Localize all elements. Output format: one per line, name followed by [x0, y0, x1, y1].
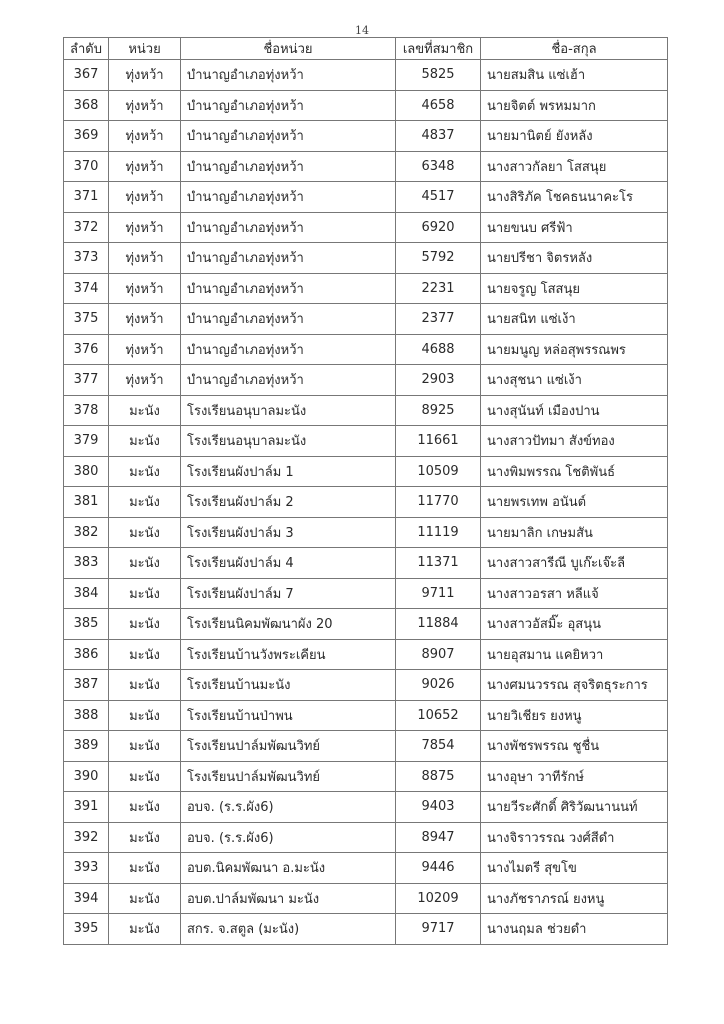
unit-name-cell: บำนาญอำเภอทุ่งหว้า [181, 365, 396, 396]
unit-name-cell: โรงเรียนปาล์มพัฒนวิทย์ [181, 761, 396, 792]
full-name-cell: นางไมตรี สุขโข [481, 853, 668, 884]
full-name-cell: นายจรูญ โสสนุย [481, 273, 668, 304]
member-table [63, 37, 668, 945]
full-name-cell: นายพรเทพ อนันต์ [481, 487, 668, 518]
unit-name-cell: โรงเรียนปาล์มพัฒนวิทย์ [181, 731, 396, 762]
table-row [64, 578, 668, 609]
order-cell: 385 [64, 609, 109, 640]
full-name-cell: นางสิริภัค โชคธนนาคะโร [481, 182, 668, 213]
member-number-cell: 2231 [396, 273, 481, 304]
order-cell: 367 [64, 60, 109, 91]
unit-cell: มะนัง [109, 395, 181, 426]
full-name-cell: นางพิมพรรณ โชติพันธ์ [481, 456, 668, 487]
unit-name-cell: โรงเรียนบ้านมะนัง [181, 670, 396, 701]
full-name-cell: นายอุสมาน แคยิหวา [481, 639, 668, 670]
unit-cell: ทุ่งหว้า [109, 151, 181, 182]
full-name-cell: นางสาวอรสา หลีแจ้ [481, 578, 668, 609]
header-row [64, 38, 668, 60]
order-cell: 381 [64, 487, 109, 518]
full-name-cell: นางจิราวรรณ วงศ์สีดำ [481, 822, 668, 853]
unit-name-cell: โรงเรียนผังปาล์ม 2 [181, 487, 396, 518]
order-cell: 395 [64, 914, 109, 945]
order-cell: 369 [64, 121, 109, 152]
order-cell: 377 [64, 365, 109, 396]
full-name-cell: นางอุษา วาทีรักษ์ [481, 761, 668, 792]
full-name-cell: นายสมสิน แซ่เฮ้า [481, 60, 668, 91]
unit-cell: มะนัง [109, 426, 181, 457]
member-number-cell: 11661 [396, 426, 481, 457]
table-row [64, 914, 668, 945]
member-number-cell: 11884 [396, 609, 481, 640]
order-cell: 371 [64, 182, 109, 213]
unit-name-cell: บำนาญอำเภอทุ่งหว้า [181, 121, 396, 152]
member-number-cell: 11371 [396, 548, 481, 579]
member-number-cell: 5792 [396, 243, 481, 274]
unit-name-cell: บำนาญอำเภอทุ่งหว้า [181, 90, 396, 121]
table-row [64, 487, 668, 518]
table-row [64, 395, 668, 426]
unit-cell: มะนัง [109, 670, 181, 701]
order-cell: 391 [64, 792, 109, 823]
member-number-cell: 8947 [396, 822, 481, 853]
member-number-cell: 7854 [396, 731, 481, 762]
order-cell: 370 [64, 151, 109, 182]
full-name-cell: นายมนูญ หล่อสุพรรณพร [481, 334, 668, 365]
table-row [64, 792, 668, 823]
member-number-cell: 10652 [396, 700, 481, 731]
order-cell: 372 [64, 212, 109, 243]
unit-name-cell: บำนาญอำเภอทุ่งหว้า [181, 60, 396, 91]
order-cell: 386 [64, 639, 109, 670]
table-row [64, 121, 668, 152]
full-name-cell: นายขนบ ศรีฟ้า [481, 212, 668, 243]
unit-name-cell: โรงเรียนบ้านป่าพน [181, 700, 396, 731]
table-row [64, 761, 668, 792]
unit-cell: ทุ่งหว้า [109, 273, 181, 304]
member-number-cell: 9403 [396, 792, 481, 823]
member-number-cell: 8875 [396, 761, 481, 792]
table-row [64, 426, 668, 457]
member-number-cell: 9446 [396, 853, 481, 884]
unit-cell: มะนัง [109, 822, 181, 853]
full-name-cell: นางสุชนา แซ่เง้า [481, 365, 668, 396]
order-cell: 374 [64, 273, 109, 304]
unit-cell: ทุ่งหว้า [109, 243, 181, 274]
table-row [64, 609, 668, 640]
member-number-cell: 9711 [396, 578, 481, 609]
table-row [64, 639, 668, 670]
table-row [64, 90, 668, 121]
unit-cell: ทุ่งหว้า [109, 365, 181, 396]
full-name-cell: นางสุนันท์ เมืองปาน [481, 395, 668, 426]
full-name-cell: นางสาวอัสมิ๊ะ อุสนุน [481, 609, 668, 640]
member-number-cell: 4517 [396, 182, 481, 213]
unit-cell: มะนัง [109, 731, 181, 762]
member-number-cell: 2377 [396, 304, 481, 335]
unit-name-cell: โรงเรียนผังปาล์ม 3 [181, 517, 396, 548]
member-number-cell: 5825 [396, 60, 481, 91]
order-cell: 379 [64, 426, 109, 457]
unit-cell: มะนัง [109, 883, 181, 914]
header-order: ลำดับ [64, 38, 109, 60]
member-number-cell: 10209 [396, 883, 481, 914]
unit-cell: ทุ่งหว้า [109, 304, 181, 335]
unit-name-cell: โรงเรียนนิคมพัฒนาผัง 20 [181, 609, 396, 640]
member-number-cell: 9026 [396, 670, 481, 701]
unit-name-cell: โรงเรียนอนุบาลมะนัง [181, 426, 396, 457]
full-name-cell: นายมาลิก เกษมสัน [481, 517, 668, 548]
order-cell: 375 [64, 304, 109, 335]
full-name-cell: นางศมนวรรณ สุจริตธุระการ [481, 670, 668, 701]
table-row [64, 60, 668, 91]
full-name-cell: นายจิตต์ พรหมมาก [481, 90, 668, 121]
full-name-cell: นายมานิตย์ ยังหลัง [481, 121, 668, 152]
order-cell: 387 [64, 670, 109, 701]
full-name-cell: นายวิเชียร ยงหนู [481, 700, 668, 731]
member-number-cell: 6348 [396, 151, 481, 182]
unit-name-cell: โรงเรียนผังปาล์ม 7 [181, 578, 396, 609]
unit-name-cell: อบต.ปาล์มพัฒนา มะนัง [181, 883, 396, 914]
unit-cell: ทุ่งหว้า [109, 212, 181, 243]
full-name-cell: นางสาวกัลยา โสสนุย [481, 151, 668, 182]
order-cell: 376 [64, 334, 109, 365]
unit-name-cell: บำนาญอำเภอทุ่งหว้า [181, 273, 396, 304]
unit-cell: มะนัง [109, 456, 181, 487]
header-member-number: เลขที่สมาชิก [396, 38, 481, 60]
table-row [64, 182, 668, 213]
table-row [64, 243, 668, 274]
unit-cell: มะนัง [109, 609, 181, 640]
unit-cell: ทุ่งหว้า [109, 121, 181, 152]
member-number-cell: 4688 [396, 334, 481, 365]
member-number-cell: 8925 [396, 395, 481, 426]
order-cell: 389 [64, 731, 109, 762]
full-name-cell: นายปรีชา จิตรหลัง [481, 243, 668, 274]
unit-name-cell: โรงเรียนผังปาล์ม 1 [181, 456, 396, 487]
table-row [64, 517, 668, 548]
header-full-name: ชื่อ-สกุล [481, 38, 668, 60]
member-number-cell: 6920 [396, 212, 481, 243]
unit-name-cell: สกร. จ.สตูล (มะนัง) [181, 914, 396, 945]
order-cell: 383 [64, 548, 109, 579]
unit-cell: มะนัง [109, 517, 181, 548]
table-row [64, 365, 668, 396]
unit-cell: มะนัง [109, 853, 181, 884]
unit-name-cell: บำนาญอำเภอทุ่งหว้า [181, 182, 396, 213]
page-number: 14 [355, 24, 369, 37]
unit-name-cell: โรงเรียนบ้านวังพระเคียน [181, 639, 396, 670]
full-name-cell: นางสาวปัทมา สังข์ทอง [481, 426, 668, 457]
table-row [64, 700, 668, 731]
unit-name-cell: บำนาญอำเภอทุ่งหว้า [181, 334, 396, 365]
unit-cell: ทุ่งหว้า [109, 182, 181, 213]
order-cell: 393 [64, 853, 109, 884]
unit-cell: มะนัง [109, 914, 181, 945]
table-row [64, 548, 668, 579]
unit-name-cell: บำนาญอำเภอทุ่งหว้า [181, 243, 396, 274]
unit-cell: มะนัง [109, 578, 181, 609]
table-row [64, 151, 668, 182]
member-number-cell: 8907 [396, 639, 481, 670]
unit-name-cell: บำนาญอำเภอทุ่งหว้า [181, 151, 396, 182]
order-cell: 384 [64, 578, 109, 609]
order-cell: 368 [64, 90, 109, 121]
unit-cell: มะนัง [109, 792, 181, 823]
member-number-cell: 4837 [396, 121, 481, 152]
table-row [64, 334, 668, 365]
header-unit: หน่วย [109, 38, 181, 60]
unit-name-cell: อบต.นิคมพัฒนา อ.มะนัง [181, 853, 396, 884]
table-row [64, 883, 668, 914]
table-row [64, 212, 668, 243]
full-name-cell: นางสาวสารีณี บูเก๊ะเจ๊ะลี [481, 548, 668, 579]
table-row [64, 822, 668, 853]
member-number-cell: 4658 [396, 90, 481, 121]
member-number-cell: 2903 [396, 365, 481, 396]
unit-name-cell: โรงเรียนผังปาล์ม 4 [181, 548, 396, 579]
unit-cell: มะนัง [109, 487, 181, 518]
full-name-cell: นายวีระศักดิ์ ศิริวัฒนานนท์ [481, 792, 668, 823]
unit-cell: มะนัง [109, 700, 181, 731]
order-cell: 392 [64, 822, 109, 853]
table-row [64, 304, 668, 335]
table-row [64, 273, 668, 304]
unit-name-cell: อบจ. (ร.ร.ผัง6) [181, 792, 396, 823]
unit-name-cell: อบจ. (ร.ร.ผัง6) [181, 822, 396, 853]
order-cell: 382 [64, 517, 109, 548]
table-row [64, 731, 668, 762]
member-number-cell: 10509 [396, 456, 481, 487]
order-cell: 373 [64, 243, 109, 274]
unit-cell: มะนัง [109, 548, 181, 579]
unit-cell: มะนัง [109, 761, 181, 792]
full-name-cell: นายสนิท แซ่เง้า [481, 304, 668, 335]
unit-cell: ทุ่งหว้า [109, 334, 181, 365]
full-name-cell: นางภัชราภรณ์ ยงหนู [481, 883, 668, 914]
full-name-cell: นางพัชรพรรณ ชูชื่น [481, 731, 668, 762]
header-unit-name: ชื่อหน่วย [181, 38, 396, 60]
member-number-cell: 9717 [396, 914, 481, 945]
order-cell: 394 [64, 883, 109, 914]
member-number-cell: 11770 [396, 487, 481, 518]
unit-name-cell: บำนาญอำเภอทุ่งหว้า [181, 212, 396, 243]
order-cell: 390 [64, 761, 109, 792]
unit-cell: มะนัง [109, 639, 181, 670]
table-row [64, 853, 668, 884]
unit-cell: ทุ่งหว้า [109, 60, 181, 91]
member-number-cell: 11119 [396, 517, 481, 548]
full-name-cell: นางนฤมล ช่วยดำ [481, 914, 668, 945]
order-cell: 380 [64, 456, 109, 487]
unit-cell: ทุ่งหว้า [109, 90, 181, 121]
table-row [64, 456, 668, 487]
unit-name-cell: บำนาญอำเภอทุ่งหว้า [181, 304, 396, 335]
unit-name-cell: โรงเรียนอนุบาลมะนัง [181, 395, 396, 426]
order-cell: 388 [64, 700, 109, 731]
order-cell: 378 [64, 395, 109, 426]
table-row [64, 670, 668, 701]
